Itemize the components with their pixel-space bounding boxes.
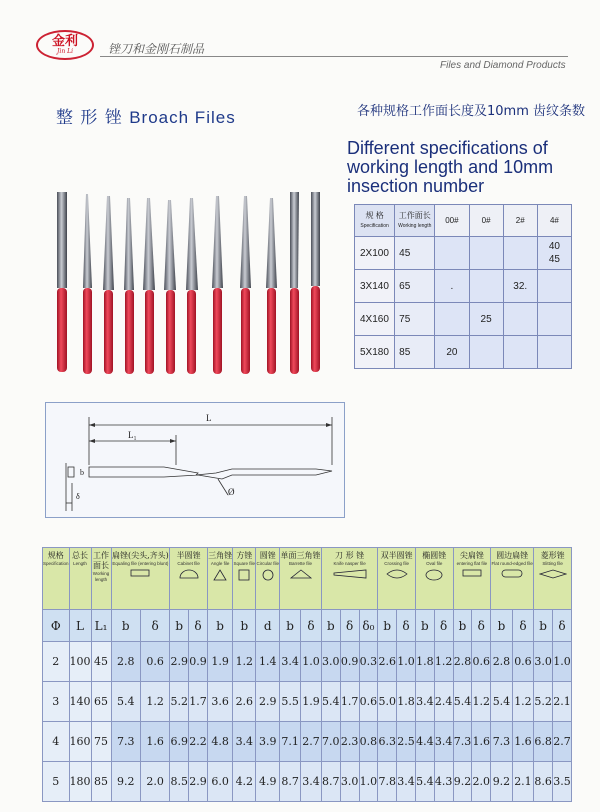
table-cell: 5.5 [280,682,301,722]
table-cell: 1.0 [397,642,416,682]
table-cell: 0.6 [512,642,534,682]
triangle-shape-icon [213,569,227,581]
file-10 [266,198,277,374]
title-cn: 整 形 锉 [56,108,123,128]
spec-table [354,204,572,369]
table-cell: 85 [91,762,111,802]
table-cell: 1.8 [397,682,416,722]
table-cell: 3.9 [256,722,280,762]
table-cell: 2.4 [434,682,453,722]
col-header-oval: 椭圆锉 Oval file [415,548,453,610]
logo-text-cn: 金利 [51,34,78,49]
half-round-shape-icon [179,569,199,579]
sub-header-cell: b [534,610,553,642]
barrette-shape-icon [290,569,312,579]
spec-cell: . [435,270,469,303]
table-cell: 5 [43,762,70,802]
sub-header-cell: δ [397,610,416,642]
table-cell: 7.3 [453,722,472,762]
spec-cell [537,270,571,303]
spec-header-cell: 工作面长 Working length [395,205,435,237]
table-cell: 0.6 [472,642,491,682]
table-cell: 6.9 [170,722,189,762]
sub-header-cell: b [415,610,434,642]
table-cell: 5.4 [415,762,434,802]
diagram-drawing [46,403,344,517]
round-edged-shape-icon [501,569,523,578]
label-b: b [80,468,84,477]
sub-header-cell: L₁ [91,610,111,642]
table-cell: 7.8 [378,762,397,802]
spec-cell: 3X140 [355,270,395,303]
spec-cell [435,237,469,270]
sub-header-cell: b [170,610,189,642]
col-header-barrette: 单面三角锉 Barrette file [280,548,322,610]
table-cell: 5.4 [453,682,472,722]
sub-header-cell: b [280,610,301,642]
spec-row [355,270,572,303]
table-cell: 2.5 [397,722,416,762]
table-cell: 8.6 [534,762,553,802]
circle-shape-icon [262,569,274,581]
sub-header-cell: b [111,610,140,642]
table-cell: 5.4 [321,682,340,722]
table-cell: 0.8 [359,722,378,762]
table-cell: 5.0 [378,682,397,722]
table-cell: 8.7 [321,762,340,802]
spec-cell [537,336,571,369]
table-cell: 1.7 [340,682,359,722]
logo-text-py: Jin Li [57,48,73,55]
diamond-shape-icon [539,569,567,579]
table-cell: 2.8 [453,642,472,682]
table-cell: 0.6 [359,682,378,722]
sub-header-cell: δ [512,610,534,642]
table-cell: 3.6 [207,682,232,722]
col-header: 工作面长 Working length [91,548,111,610]
table-cell: 1.2 [512,682,534,722]
spec-cell: 25 [469,303,503,336]
table-cell: 6.3 [378,722,397,762]
table-cell: 4.2 [233,762,256,802]
title-en: Broach Files [129,108,236,127]
table-cell: 1.7 [189,682,208,722]
table-cell: 0.3 [359,642,378,682]
spec-cell: 75 [395,303,435,336]
spec-header-cell: 4# [537,205,571,237]
company-name-cn: 锉刀和金刚石制品 [108,42,205,56]
table-cell: 2.8 [491,642,513,682]
sub-header-cell: Φ [43,610,70,642]
table-cell: 3.4 [434,722,453,762]
table-cell: 1.0 [301,642,322,682]
table-cell: 1.4 [256,642,280,682]
table-cell: 3.4 [415,682,434,722]
spec-header-cell: 2# [503,205,537,237]
table-cell: 1.2 [140,682,169,722]
sub-header-cell: δ [434,610,453,642]
file-12 [311,192,320,372]
oval-shape-icon [424,569,444,581]
lens-shape-icon [386,569,408,579]
spec-cell [503,303,537,336]
file-3 [103,196,114,374]
table-cell: 8.5 [170,762,189,802]
spec-cell [469,237,503,270]
file-9 [240,196,251,374]
col-header-angle: 三角锉 Angle file [207,548,232,610]
table-cell: 2.9 [256,682,280,722]
table-cell: 2.0 [472,762,491,802]
spec-cell: 2X100 [355,237,395,270]
spec-cell: 5X180 [355,336,395,369]
table-cell: 2.7 [553,722,572,762]
spec-header-cell: 0# [469,205,503,237]
file-6 [164,200,176,374]
table-cell: 7.3 [491,722,513,762]
spec-cell [469,336,503,369]
table-cell: 180 [69,762,91,802]
sub-header-cell: δ [189,610,208,642]
spec-cell: 85 [395,336,435,369]
table-row [43,762,572,802]
table-cell: 5.2 [534,682,553,722]
page-title [56,103,236,128]
table-cell: 2.3 [340,722,359,762]
table-cell: 3.0 [340,762,359,802]
file-1 [57,192,67,372]
brand-logo [36,30,94,60]
table-cell: 2.0 [140,762,169,802]
table-cell: 6.0 [207,762,232,802]
table-cell: 4.9 [256,762,280,802]
table-cell: 160 [69,722,91,762]
table-cell: 3 [43,682,70,722]
table-cell: 2.8 [111,642,140,682]
col-header-slitting: 菱形锉 Slitting file [534,548,572,610]
table-cell: 3.4 [397,762,416,802]
spec-desc-en: Different specifications of working length and 10mm insection number [347,138,554,196]
col-header-square: 方锉 Square file [233,548,256,610]
table-cell: 3.4 [280,642,301,682]
spec-cell: 65 [395,270,435,303]
file-4 [124,198,134,374]
table-cell: 4.3 [434,762,453,802]
table-cell: 9.2 [111,762,140,802]
table-cell: 1.9 [301,682,322,722]
sub-header-cell: δ [140,610,169,642]
table-cell: 1.6 [512,722,534,762]
col-header-knife: 刀 形 锉 Knife nasper file [321,548,377,610]
table-cell: 3.5 [553,762,572,802]
table-cell: 5.4 [491,682,513,722]
sub-header-cell: δ [472,610,491,642]
table-cell: 1.6 [140,722,169,762]
files-photo [40,190,340,380]
header-divider [100,56,568,57]
sub-header-cell: L [69,610,91,642]
table-cell: 0.9 [189,642,208,682]
table-cell: 0.6 [140,642,169,682]
table-row [43,682,572,722]
table-cell: 7.0 [321,722,340,762]
spec-cell: 4X160 [355,303,395,336]
table-cell: 2.7 [301,722,322,762]
table-cell: 1.9 [207,642,232,682]
table-row [43,642,572,682]
sub-header-cell: b [233,610,256,642]
spec-row [355,237,572,270]
file-8 [212,196,223,374]
flat-shape-icon [130,569,150,577]
spec-cell [469,270,503,303]
col-header-round-edged: 圆边扁锉 Flat round-edged file [491,548,534,610]
spec-cell [435,303,469,336]
sub-header-cell: b [491,610,513,642]
table-cell: 1.2 [472,682,491,722]
spec-cell [503,336,537,369]
col-header-equaling: 扁锉(尖头,齐头) Equaling file (entering blunt) [111,548,170,610]
spec-desc-cn: 各种规格工作面长度及10mm 齿纹条数 [357,104,586,119]
square-shape-icon [238,569,250,581]
table-cell: 65 [91,682,111,722]
table-row [43,722,572,762]
table-cell: 100 [69,642,91,682]
file-11 [290,192,299,374]
table-cell: 2.6 [233,682,256,722]
company-name-en: Files and Diamond Products [440,60,566,71]
spec-table-header [355,205,572,237]
file-2 [83,194,92,374]
table-cell: 4 [43,722,70,762]
sub-header-cell: b [207,610,232,642]
table-cell: 75 [91,722,111,762]
table-cell: 8.7 [280,762,301,802]
table-cell: 2 [43,642,70,682]
sub-header-cell: δ [340,610,359,642]
label-delta: δ [76,492,80,501]
table-cell: 4.8 [207,722,232,762]
table-cell: 3.0 [321,642,340,682]
col-header: 总长 Length [69,548,91,610]
table-cell: 9.2 [453,762,472,802]
sub-header-cell: b [321,610,340,642]
table-cell: 5.4 [111,682,140,722]
table-cell: 9.2 [491,762,513,802]
file-5 [143,198,155,374]
spec-cell: 32. [503,270,537,303]
table-cell: 7.3 [111,722,140,762]
label-phi: Ø [228,487,235,497]
table-cell: 2.9 [170,642,189,682]
sub-header-cell: b [453,610,472,642]
sub-header-cell: b [378,610,397,642]
col-header-entering-flat: 尖扁锉 entering flat file [453,548,491,610]
table-cell: 2.9 [189,762,208,802]
spec-header-cell: 规 格 Specification [355,205,395,237]
table-cell: 1.0 [359,762,378,802]
knife-shape-icon [333,569,367,579]
entering-flat-shape-icon [462,569,482,577]
sub-header-cell: d [256,610,280,642]
table-cell: 2.1 [553,682,572,722]
sub-header-cell: δ₀ [359,610,378,642]
table-cell: 5.2 [170,682,189,722]
spec-cell [503,237,537,270]
table-cell: 1.2 [434,642,453,682]
table-cell: 2.1 [512,762,534,802]
table-cell: 3.4 [301,762,322,802]
table-cell: 0.9 [340,642,359,682]
col-header: 规格 Specification [43,548,70,610]
page-header [0,0,600,78]
table-cell: 2.2 [189,722,208,762]
spec-cell: 45 [395,237,435,270]
table-cell: 6.8 [534,722,553,762]
table-cell: 140 [69,682,91,722]
dimension-table [42,547,572,802]
spec-cell: 40 45 [537,237,571,270]
spec-cell [537,303,571,336]
label-L1: L₁ [128,430,137,440]
file-7 [186,198,198,374]
table-cell: 3.4 [233,722,256,762]
col-header-cabinet: 半圆锉 Cabinet file [170,548,208,610]
col-header-circular: 圆锉 Circular file [256,548,280,610]
table-cell: 1.6 [472,722,491,762]
table-cell: 7.1 [280,722,301,762]
col-header-crossing: 双半圆锉 Crossing file [378,548,416,610]
table-cell: 3.0 [534,642,553,682]
dimension-table-header [43,548,572,610]
table-cell: 45 [91,642,111,682]
label-L: L [206,413,212,423]
file-dimension-diagram [45,402,345,518]
table-cell: 2.6 [378,642,397,682]
spec-row [355,336,572,369]
sub-header-cell: δ [301,610,322,642]
spec-header-cell: 00# [435,205,469,237]
spec-row [355,303,572,336]
table-cell: 1.8 [415,642,434,682]
table-cell: 1.2 [233,642,256,682]
sub-header-cell: δ [553,610,572,642]
table-cell: 4.4 [415,722,434,762]
spec-cell: 20 [435,336,469,369]
table-cell: 1.0 [553,642,572,682]
dimension-table-subheader [43,610,572,642]
